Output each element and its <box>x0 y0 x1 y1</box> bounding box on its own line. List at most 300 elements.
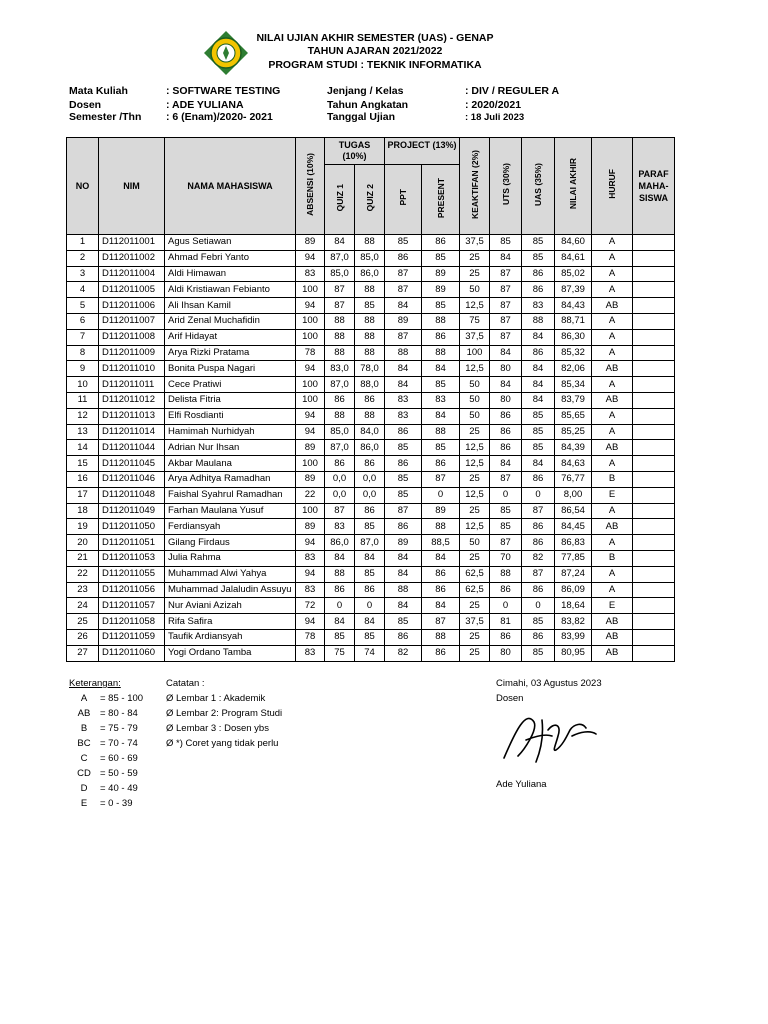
cell-nama: Aldi Himawan <box>165 266 296 282</box>
cell-nim: D112011050 <box>99 519 165 535</box>
grades-body <box>67 235 675 662</box>
cell-paraf <box>633 614 675 630</box>
grade-letter: AB <box>77 708 91 719</box>
cell-quiz2: 84,0 <box>355 424 385 440</box>
catatan-item: Ø Lembar 3 : Dosen ybs <box>166 723 269 734</box>
cell-uas: 0 <box>522 487 555 503</box>
cell-nama: Arya Adhitya Ramadhan <box>165 471 296 487</box>
table-row <box>67 550 675 566</box>
cell-nama: Arya Rizki Pratama <box>165 345 296 361</box>
cell-uas: 86 <box>522 582 555 598</box>
cell-quiz2: 86,0 <box>355 440 385 456</box>
cell-paraf <box>633 645 675 661</box>
cell-uts: 80 <box>490 645 522 661</box>
cell-present: 84 <box>422 598 460 614</box>
keterangan-list <box>70 691 143 811</box>
cell-absensi: 100 <box>296 392 325 408</box>
cell-huruf: A <box>592 408 633 424</box>
cell-uts: 0 <box>490 487 522 503</box>
grade-range: = 60 - 69 <box>100 753 138 764</box>
cell-nilai: 84,61 <box>555 250 592 266</box>
huruf-label: HURUF <box>607 169 617 199</box>
cell-no: 26 <box>67 629 99 645</box>
cell-present: 88 <box>422 424 460 440</box>
keterangan-label: Keterangan: <box>69 678 121 689</box>
cell-ppt: 86 <box>385 250 422 266</box>
cell-nilai: 84,43 <box>555 298 592 314</box>
table-row <box>67 535 675 551</box>
cell-paraf <box>633 503 675 519</box>
cell-nama: Muhammad Alwi Yahya <box>165 566 296 582</box>
cell-quiz1: 87,0 <box>325 377 355 393</box>
cell-absensi: 22 <box>296 487 325 503</box>
cell-uas: 83 <box>522 298 555 314</box>
cell-present: 86 <box>422 645 460 661</box>
cell-huruf: A <box>592 345 633 361</box>
cell-absensi: 94 <box>296 535 325 551</box>
grade-letter: D <box>80 783 88 794</box>
cell-quiz2: 88,0 <box>355 377 385 393</box>
cell-huruf: AB <box>592 629 633 645</box>
cell-nilai: 18,64 <box>555 598 592 614</box>
keterangan-item <box>70 721 143 736</box>
cell-no: 19 <box>67 519 99 535</box>
cell-uts: 88 <box>490 566 522 582</box>
cell-nim: D112011014 <box>99 424 165 440</box>
catatan-item: Ø *) Coret yang tidak perlu <box>166 738 279 749</box>
cell-absensi: 83 <box>296 645 325 661</box>
cell-quiz2: 85 <box>355 629 385 645</box>
cell-nama: Muhammad Jalaludin Assuyu <box>165 582 296 598</box>
keterangan-item <box>70 691 143 706</box>
cell-paraf <box>633 519 675 535</box>
cell-paraf <box>633 566 675 582</box>
cell-huruf: A <box>592 313 633 329</box>
cell-quiz1: 86 <box>325 392 355 408</box>
cell-nim: D112011051 <box>99 535 165 551</box>
tugas-pct: (10%) <box>342 151 367 162</box>
cell-nim: D112011056 <box>99 582 165 598</box>
grades-table <box>66 137 675 662</box>
cell-quiz1: 88 <box>325 345 355 361</box>
cell-paraf <box>633 250 675 266</box>
table-row <box>67 424 675 440</box>
cell-quiz1: 86 <box>325 582 355 598</box>
cell-no: 5 <box>67 298 99 314</box>
cell-absensi: 94 <box>296 614 325 630</box>
cell-paraf <box>633 582 675 598</box>
cell-quiz2: 85 <box>355 519 385 535</box>
cell-quiz1: 87 <box>325 503 355 519</box>
cell-keaktifan: 37,5 <box>460 614 490 630</box>
cell-absensi: 94 <box>296 424 325 440</box>
cell-present: 86 <box>422 582 460 598</box>
table-row <box>67 377 675 393</box>
uts-label: UTS (30%) <box>500 162 511 206</box>
cell-nilai: 85,65 <box>555 408 592 424</box>
cell-quiz2: 88 <box>355 313 385 329</box>
cell-quiz1: 0,0 <box>325 487 355 503</box>
cell-absensi: 78 <box>296 629 325 645</box>
quiz2-label: QUIZ 2 <box>364 183 375 212</box>
signature-image <box>496 700 606 770</box>
cell-uts: 87 <box>490 313 522 329</box>
cell-uts: 87 <box>490 298 522 314</box>
cell-quiz2: 87,0 <box>355 535 385 551</box>
cell-ppt: 87 <box>385 329 422 345</box>
cell-quiz1: 87 <box>325 298 355 314</box>
cell-nim: D112011055 <box>99 566 165 582</box>
cell-nim: D112011012 <box>99 392 165 408</box>
catatan-list <box>166 691 282 751</box>
cell-uas: 85 <box>522 440 555 456</box>
cell-uts: 85 <box>490 519 522 535</box>
cell-nilai: 84,39 <box>555 440 592 456</box>
keterangan-item <box>70 781 143 796</box>
cell-nim: D112011059 <box>99 629 165 645</box>
keterangan-item <box>70 796 143 811</box>
col-header-uts <box>490 138 522 235</box>
mk-value: : SOFTWARE TESTING <box>166 85 281 97</box>
cell-nama: Agus Setiawan <box>165 235 296 251</box>
cell-paraf <box>633 282 675 298</box>
cell-uts: 80 <box>490 392 522 408</box>
cell-uts: 80 <box>490 361 522 377</box>
cell-keaktifan: 12,5 <box>460 456 490 472</box>
cell-keaktifan: 12,5 <box>460 361 490 377</box>
cell-keaktifan: 62,5 <box>460 566 490 582</box>
cell-uts: 86 <box>490 408 522 424</box>
cell-uts: 87 <box>490 535 522 551</box>
table-row <box>67 471 675 487</box>
table-row <box>67 645 675 661</box>
cell-ppt: 86 <box>385 424 422 440</box>
cell-nama: Akbar Maulana <box>165 456 296 472</box>
cell-uts: 86 <box>490 424 522 440</box>
cell-no: 18 <box>67 503 99 519</box>
cell-keaktifan: 50 <box>460 408 490 424</box>
table-row <box>67 298 675 314</box>
cell-keaktifan: 12,5 <box>460 519 490 535</box>
col-header-tugas <box>325 138 385 165</box>
cell-nilai: 76,77 <box>555 471 592 487</box>
cell-quiz1: 86,0 <box>325 535 355 551</box>
cell-absensi: 83 <box>296 266 325 282</box>
cell-ppt: 85 <box>385 614 422 630</box>
cell-present: 88,5 <box>422 535 460 551</box>
cell-huruf: A <box>592 250 633 266</box>
cell-nama: Cece Pratiwi <box>165 377 296 393</box>
catatan-label: Catatan : <box>166 678 205 689</box>
grade-range: = 70 - 74 <box>100 738 138 749</box>
quiz1-label: QUIZ 1 <box>334 183 345 212</box>
col-header-nama: NAMA MAHASISWA <box>165 138 296 235</box>
cell-uas: 86 <box>522 345 555 361</box>
cell-no: 9 <box>67 361 99 377</box>
cell-ppt: 84 <box>385 361 422 377</box>
cell-nim: D112011060 <box>99 645 165 661</box>
cell-quiz2: 88 <box>355 235 385 251</box>
cell-no: 10 <box>67 377 99 393</box>
grade-letter: BC <box>77 738 91 749</box>
cell-absensi: 100 <box>296 329 325 345</box>
cell-quiz2: 0,0 <box>355 487 385 503</box>
doc-title: NILAI UJIAN AKHIR SEMESTER (UAS) - GENAP <box>256 32 494 44</box>
cell-uas: 85 <box>522 408 555 424</box>
cell-ppt: 86 <box>385 456 422 472</box>
cell-paraf <box>633 456 675 472</box>
cell-present: 0 <box>422 487 460 503</box>
cell-ppt: 82 <box>385 645 422 661</box>
col-header-uas <box>522 138 555 235</box>
cell-uts: 84 <box>490 345 522 361</box>
table-row <box>67 345 675 361</box>
cell-nim: D112011048 <box>99 487 165 503</box>
cell-paraf <box>633 392 675 408</box>
cell-huruf: AB <box>592 440 633 456</box>
cell-quiz1: 87,0 <box>325 440 355 456</box>
cell-huruf: AB <box>592 392 633 408</box>
cell-nama: Hamimah Nurhidyah <box>165 424 296 440</box>
keterangan-item <box>70 766 143 781</box>
col-header-quiz2 <box>355 165 385 235</box>
keterangan-item <box>70 736 143 751</box>
cell-paraf <box>633 440 675 456</box>
cell-nim: D112011006 <box>99 298 165 314</box>
cell-uts: 84 <box>490 250 522 266</box>
cell-keaktifan: 75 <box>460 313 490 329</box>
cell-huruf: E <box>592 598 633 614</box>
cell-quiz2: 88 <box>355 329 385 345</box>
angkatan-label: Tahun Angkatan <box>327 99 409 111</box>
cell-nilai: 83,82 <box>555 614 592 630</box>
cell-nilai: 85,32 <box>555 345 592 361</box>
cell-ppt: 88 <box>385 582 422 598</box>
table-row <box>67 598 675 614</box>
cell-quiz1: 85,0 <box>325 424 355 440</box>
cell-paraf <box>633 329 675 345</box>
tanggal-value: : 18 Juli 2023 <box>465 112 525 123</box>
grade-letter: CD <box>77 768 91 779</box>
present-label: PRESENT <box>435 177 446 218</box>
cell-no: 2 <box>67 250 99 266</box>
cell-present: 84 <box>422 408 460 424</box>
table-row <box>67 408 675 424</box>
cell-present: 88 <box>422 519 460 535</box>
cell-paraf <box>633 298 675 314</box>
cell-nilai: 86,83 <box>555 535 592 551</box>
col-header-keaktifan <box>460 138 490 235</box>
cell-no: 20 <box>67 535 99 551</box>
col-header-huruf <box>592 138 633 235</box>
cell-no: 3 <box>67 266 99 282</box>
keterangan-item <box>70 706 143 721</box>
cell-nilai: 84,60 <box>555 235 592 251</box>
cell-keaktifan: 25 <box>460 471 490 487</box>
keaktifan-label: KEAKTIFAN (2%) <box>469 149 480 219</box>
cell-keaktifan: 62,5 <box>460 582 490 598</box>
table-row <box>67 456 675 472</box>
col-header-no: NO <box>67 138 99 235</box>
cell-paraf <box>633 345 675 361</box>
cell-quiz1: 75 <box>325 645 355 661</box>
cell-absensi: 100 <box>296 282 325 298</box>
cell-paraf <box>633 361 675 377</box>
cell-ppt: 85 <box>385 487 422 503</box>
cell-quiz2: 86 <box>355 392 385 408</box>
cell-quiz2: 88 <box>355 282 385 298</box>
cell-ppt: 84 <box>385 598 422 614</box>
cell-nilai: 88,71 <box>555 313 592 329</box>
cell-nilai: 85,02 <box>555 266 592 282</box>
cell-nim: D112011010 <box>99 361 165 377</box>
cell-uts: 86 <box>490 629 522 645</box>
cell-huruf: B <box>592 471 633 487</box>
cell-ppt: 84 <box>385 298 422 314</box>
cell-keaktifan: 12,5 <box>460 298 490 314</box>
cell-present: 84 <box>422 361 460 377</box>
cell-quiz1: 88 <box>325 566 355 582</box>
cell-quiz2: 86 <box>355 503 385 519</box>
cell-huruf: A <box>592 424 633 440</box>
cell-uas: 86 <box>522 519 555 535</box>
cell-present: 85 <box>422 298 460 314</box>
cell-nim: D112011049 <box>99 503 165 519</box>
cell-huruf: A <box>592 266 633 282</box>
cell-nim: D112011008 <box>99 329 165 345</box>
cell-quiz1: 85 <box>325 629 355 645</box>
cell-nim: D112011046 <box>99 471 165 487</box>
cell-quiz1: 88 <box>325 329 355 345</box>
cell-nama: Adrian Nur Ihsan <box>165 440 296 456</box>
cell-ppt: 89 <box>385 535 422 551</box>
cell-nim: D112011011 <box>99 377 165 393</box>
cell-no: 7 <box>67 329 99 345</box>
cell-ppt: 84 <box>385 550 422 566</box>
cell-quiz2: 85,0 <box>355 250 385 266</box>
cell-nama: Arif Hidayat <box>165 329 296 345</box>
cell-nilai: 83,99 <box>555 629 592 645</box>
cell-uas: 85 <box>522 235 555 251</box>
cell-huruf: A <box>592 282 633 298</box>
cell-keaktifan: 50 <box>460 392 490 408</box>
cell-quiz1: 86 <box>325 456 355 472</box>
cell-paraf <box>633 550 675 566</box>
cell-quiz1: 83 <box>325 519 355 535</box>
jenjang-value: : DIV / REGULER A <box>465 85 560 97</box>
table-row <box>67 329 675 345</box>
cell-nim: D112011045 <box>99 456 165 472</box>
cell-keaktifan: 25 <box>460 503 490 519</box>
cell-quiz1: 88 <box>325 313 355 329</box>
cell-absensi: 83 <box>296 582 325 598</box>
cell-keaktifan: 12,5 <box>460 487 490 503</box>
cell-huruf: A <box>592 566 633 582</box>
cell-nilai: 87,24 <box>555 566 592 582</box>
cell-paraf <box>633 408 675 424</box>
table-row <box>67 392 675 408</box>
cell-nim: D112011058 <box>99 614 165 630</box>
cell-present: 84 <box>422 550 460 566</box>
cell-uas: 87 <box>522 503 555 519</box>
table-row <box>67 487 675 503</box>
cell-uas: 82 <box>522 550 555 566</box>
cell-uts: 84 <box>490 456 522 472</box>
jenjang-label: Jenjang / Kelas <box>327 85 404 97</box>
grade-range: = 80 - 84 <box>100 708 138 719</box>
table-row <box>67 235 675 251</box>
catatan-item: Ø Lembar 2: Program Studi <box>166 708 283 719</box>
cell-no: 15 <box>67 456 99 472</box>
cell-nama: Aldi Kristiawan Febianto <box>165 282 296 298</box>
cell-huruf: AB <box>592 361 633 377</box>
cell-nama: Julia Rahma <box>165 550 296 566</box>
table-row <box>67 313 675 329</box>
cell-present: 88 <box>422 345 460 361</box>
cell-absensi: 94 <box>296 361 325 377</box>
col-header-present <box>422 165 460 235</box>
sign-role: Dosen <box>496 693 524 704</box>
cell-nama: Arid Zenal Muchafidin <box>165 313 296 329</box>
cell-absensi: 94 <box>296 408 325 424</box>
cell-absensi: 78 <box>296 345 325 361</box>
cell-quiz2: 0,0 <box>355 471 385 487</box>
cell-huruf: AB <box>592 519 633 535</box>
cell-nama: Delista Fitria <box>165 392 296 408</box>
dosen-value: : ADE YULIANA <box>166 99 244 111</box>
cell-uts: 0 <box>490 598 522 614</box>
cell-nama: Elfi Rosdianti <box>165 408 296 424</box>
cell-nim: D112011002 <box>99 250 165 266</box>
table-row <box>67 250 675 266</box>
cell-nama: Ferdiansyah <box>165 519 296 535</box>
cell-quiz2: 88 <box>355 345 385 361</box>
cell-nim: D112011001 <box>99 235 165 251</box>
cell-ppt: 87 <box>385 266 422 282</box>
cell-huruf: E <box>592 487 633 503</box>
grade-range: = 50 - 59 <box>100 768 138 779</box>
cell-paraf <box>633 598 675 614</box>
cell-no: 13 <box>67 424 99 440</box>
cell-nilai: 84,63 <box>555 456 592 472</box>
cell-no: 1 <box>67 235 99 251</box>
cell-no: 12 <box>67 408 99 424</box>
cell-nama: Bonita Puspa Nagari <box>165 361 296 377</box>
semester-value: : 6 (Enam)/2020- 2021 <box>166 111 273 123</box>
table-row <box>67 582 675 598</box>
cell-uas: 86 <box>522 535 555 551</box>
cell-quiz2: 85 <box>355 298 385 314</box>
table-row <box>67 440 675 456</box>
grade-range: = 75 - 79 <box>100 723 138 734</box>
ppt-label: PPT <box>398 189 408 206</box>
table-row <box>67 503 675 519</box>
cell-no: 27 <box>67 645 99 661</box>
angkatan-value: : 2020/2021 <box>465 99 522 111</box>
cell-uts: 84 <box>490 377 522 393</box>
cell-uas: 84 <box>522 329 555 345</box>
grade-range: = 0 - 39 <box>100 798 133 809</box>
cell-nim: D112011004 <box>99 266 165 282</box>
cell-nilai: 85,25 <box>555 424 592 440</box>
cell-present: 86 <box>422 235 460 251</box>
cell-nilai: 85,34 <box>555 377 592 393</box>
cell-keaktifan: 25 <box>460 266 490 282</box>
cell-uas: 85 <box>522 645 555 661</box>
cell-paraf <box>633 313 675 329</box>
cell-huruf: AB <box>592 298 633 314</box>
cell-nilai: 87,39 <box>555 282 592 298</box>
